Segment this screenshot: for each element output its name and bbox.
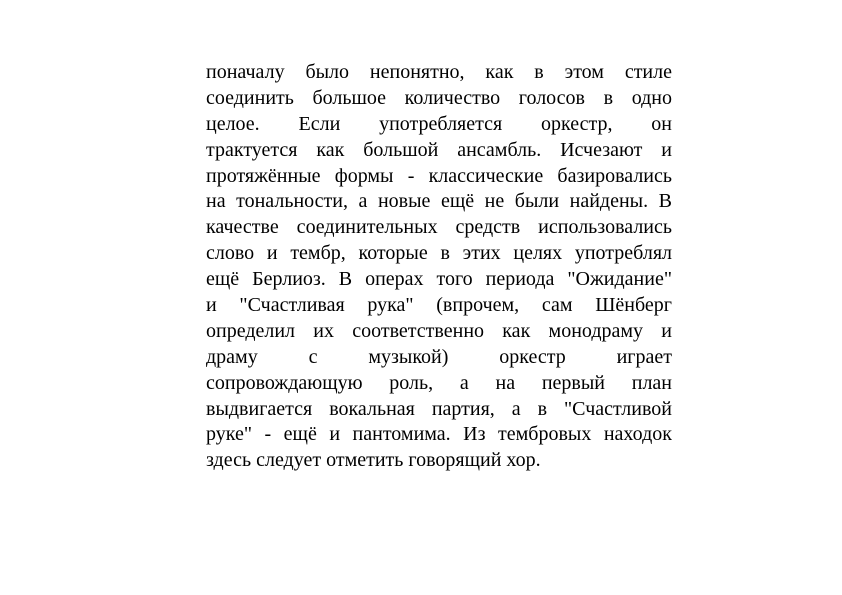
text-line-7: качестве соединительных средств использовались <box>206 216 672 239</box>
text-line-2: соединить большое количество голосов в одно <box>206 86 672 109</box>
text-line-11: определил их соответственно как монодраму и <box>206 319 672 342</box>
text-line-14: выдвигается вокальная партия, а в "Счастливой <box>206 397 672 420</box>
text-line-9: ещё Берлиоз. В операх того периода "Ожидание" <box>206 268 672 291</box>
text-line-15: руке" - ещё и пантомима. Из тембровых находок <box>206 423 672 446</box>
text-line-1: поначалу было непонятно, как в этом стиле <box>206 61 672 83</box>
text-line-6: на тональности, а новые ещё не были найдены. В <box>206 190 672 213</box>
text-line-16: здесь следует отметить говорящий хор. <box>206 449 541 472</box>
text-line-4: трактуется как большой ансамбль. Исчезают и <box>206 138 672 161</box>
text-line-8: слово и тембр, которые в этих целях употреблял <box>206 242 672 265</box>
body-paragraph <box>206 60 672 474</box>
text-line-13: сопровождающую роль, а на первый план <box>206 371 672 394</box>
text-line-3: целое. Если употребляется оркестр, он <box>206 112 672 135</box>
text-line-10: и "Счастливая рука" (впрочем, сам Шёнберг <box>206 294 672 317</box>
text-line-5: протяжённые формы - классические базировались <box>206 164 672 187</box>
text-line-12: драму с музыкой) оркестр играет <box>206 345 672 368</box>
